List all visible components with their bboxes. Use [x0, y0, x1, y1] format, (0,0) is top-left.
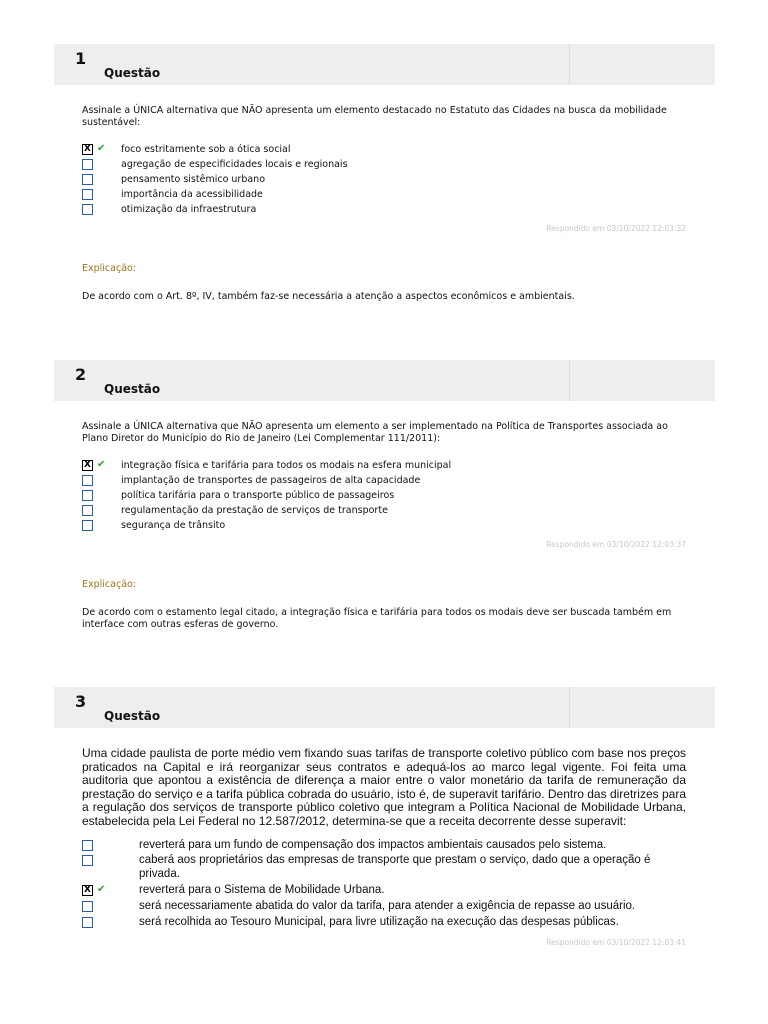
question-title: Questão	[104, 382, 161, 396]
checkbox[interactable]	[82, 174, 93, 185]
question-title: Questão	[104, 709, 161, 723]
checkbox[interactable]	[82, 855, 93, 866]
option-label: será recolhida ao Tesouro Municipal, para livre utilização na execução das despesas públicas.	[139, 916, 619, 928]
option-label: otimização da infraestrutura	[121, 204, 257, 215]
option-label: implantação de transportes de passageiros de alta capacidade	[121, 475, 421, 486]
correct-check-icon: ✔	[97, 884, 106, 895]
question-text: Assinale a ÚNICA alternativa que NÃO apresenta um elemento destacado no Estatuto das Cidades na busca da mobilidade sustentável:	[82, 105, 667, 128]
correct-check-icon: ✔	[97, 459, 106, 470]
checkbox-checked[interactable]: X	[82, 460, 93, 471]
question-header	[54, 360, 715, 401]
option-label: integração física e tarifária para todos os modais na esfera municipal	[121, 460, 452, 471]
option-label: política tarifária para o transporte público de passageiros	[121, 490, 395, 501]
header-divider	[569, 44, 570, 85]
answered-timestamp: Respondido em 03/10/2022 12:03:37	[546, 540, 686, 549]
question-title: Questão	[104, 66, 161, 80]
explanation-text: De acordo com o Art. 8º, IV, também faz-se necessária a atenção a aspectos econômicos e ambientais.	[82, 291, 575, 302]
option-label: segurança de trânsito	[121, 520, 226, 531]
explanation-text: De acordo com o estamento legal citado, a integração física e tarifária para todos os modais deve ser buscada também em interface com outras esferas de governo.	[82, 607, 672, 630]
checkbox[interactable]	[82, 520, 93, 531]
question-number: 3	[75, 692, 87, 711]
explanation-label: Explicação:	[82, 263, 137, 274]
question-number: 1	[75, 49, 87, 68]
checkbox[interactable]	[82, 189, 93, 200]
option-label: reverterá para um fundo de compensação dos impactos ambientais causados pelo sistema.	[139, 839, 607, 851]
option-label: pensamento sistêmico urbano	[121, 174, 266, 185]
checkbox-checked[interactable]: X	[82, 885, 93, 896]
correct-check-icon: ✔	[97, 143, 106, 154]
question-text: Assinale a ÚNICA alternativa que NÃO apresenta um elemento a ser implementado na Política de Transportes associada ao Plano Diretor do Município do Rio de Janeiro (Lei Complementar 111/2011):	[82, 421, 668, 444]
checkbox[interactable]	[82, 475, 93, 486]
option-label: será necessariamente abatida do valor da tarifa, para atender a exigência de repasse ao usuário.	[139, 900, 636, 912]
checkbox[interactable]	[82, 204, 93, 215]
explanation-label: Explicação:	[82, 579, 137, 590]
option-label: reverterá para o Sistema de Mobilidade Urbana.	[139, 884, 385, 896]
question-header	[54, 687, 715, 728]
header-divider	[569, 687, 570, 728]
option-label: regulamentação da prestação de serviços de transporte	[121, 505, 388, 516]
header-divider	[569, 360, 570, 401]
checkbox-checked[interactable]: X	[82, 144, 93, 155]
question-number: 2	[75, 365, 87, 384]
checkbox[interactable]	[82, 490, 93, 501]
option-label: caberá aos proprietários das empresas de transporte que prestam o serviço, dado que a operação é privada.	[139, 854, 651, 880]
checkbox[interactable]	[82, 505, 93, 516]
checkbox[interactable]	[82, 159, 93, 170]
answered-timestamp: Respondido em 03/10/2022 12:03:32	[546, 224, 686, 233]
option-label: foco estritamente sob a ótica social	[121, 144, 291, 155]
checkbox[interactable]	[82, 901, 93, 912]
question-text: Uma cidade paulista de porte médio vem fixando suas tarifas de transporte coletivo público com base nos preços praticados na Capital e irá reorganizar seus contratos e adequá-los ao marco legal vigente. Foi feita uma auditoria que apontou a existência de diferença a maior entre o valor monetário da tarifa de remuneração da prestação do serviço e a tarifa pública cobrada do usuário, isto é, de superavit tarifário. Dentro das diretrizes para a regulação dos serviços de transporte público coletivo que integram a Política Nacional de Mobilidade Urbana, estabelecida pela Lei Federal no 12.587/2012, determina-se que a receita decorrente desse superavit:	[82, 746, 686, 828]
option-label: importância da acessibilidade	[121, 189, 263, 200]
checkbox[interactable]	[82, 917, 93, 928]
answered-timestamp: Respondido em 03/10/2022 12:03:41	[546, 938, 686, 947]
checkbox[interactable]	[82, 840, 93, 851]
question-header	[54, 44, 715, 85]
option-label: agregação de especificidades locais e regionais	[121, 159, 348, 170]
